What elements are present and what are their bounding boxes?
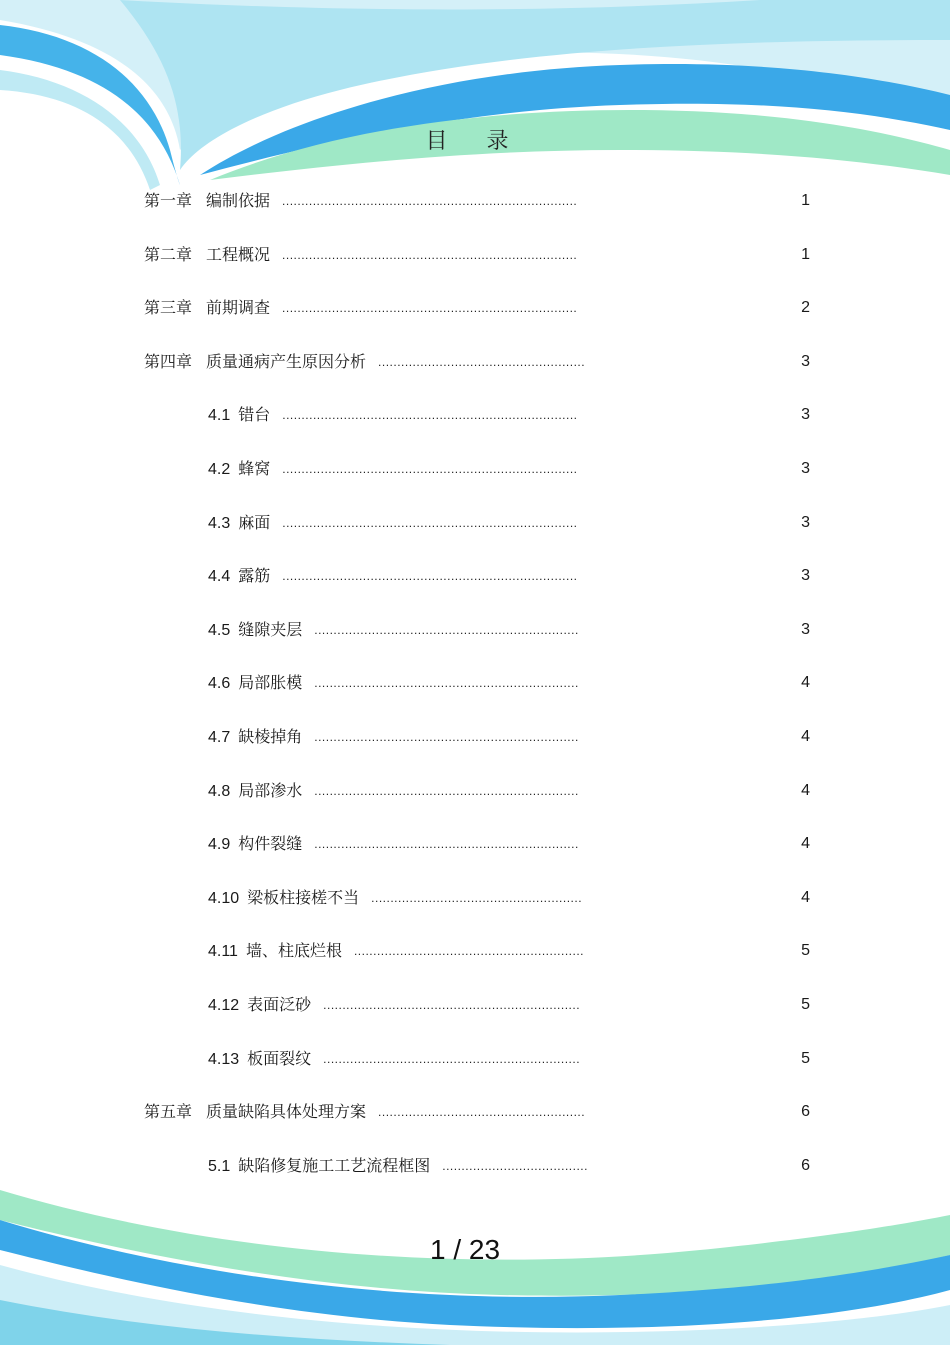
toc-leader-dots: ................................................................... xyxy=(323,1052,581,1066)
toc-leader-dots: ............................................................................. xyxy=(282,462,578,476)
toc-entry-title: 缺陷修复施工工艺流程框图 xyxy=(238,1156,431,1175)
toc-entry[interactable] xyxy=(208,564,578,588)
toc-chapter-label: 第一章 xyxy=(144,191,193,210)
toc-entry[interactable] xyxy=(208,1047,581,1071)
toc-title: 目 录 xyxy=(425,129,525,154)
toc-entry-title: 构件裂缝 xyxy=(238,834,303,853)
toc-entry-title: 错台 xyxy=(238,405,271,424)
toc-leader-dots: ............................................................ xyxy=(353,944,585,958)
toc-entry[interactable] xyxy=(208,725,579,749)
toc-leader-dots: ................................................................... xyxy=(323,998,581,1012)
toc-leader-dots: ...................................................... xyxy=(378,355,586,369)
toc-chapter-label: 第二章 xyxy=(144,245,193,264)
header-wave-decoration xyxy=(0,0,950,200)
toc-section-number: 5.1 xyxy=(208,1158,231,1175)
toc-leader-dots: ....................................................... xyxy=(371,891,583,905)
toc-leader-dots: ............................................................................. xyxy=(282,248,578,262)
toc-entry-title: 局部渗水 xyxy=(238,781,303,800)
toc-leader-dots: ...................................... xyxy=(442,1159,588,1173)
toc-page-number: 2 xyxy=(801,299,810,316)
page-indicator: 1 / 23 xyxy=(429,1234,501,1265)
toc-section-number: 4.4 xyxy=(208,568,231,585)
toc-entry[interactable] xyxy=(144,243,578,267)
toc-entry-title: 梁板柱接槎不当 xyxy=(247,888,360,907)
toc-page-number: 6 xyxy=(801,1103,810,1120)
toc-leader-dots: ..................................................................... xyxy=(314,730,579,744)
toc-page-number: 5 xyxy=(801,1050,810,1067)
toc-page-number: 4 xyxy=(801,782,810,799)
toc-entry-title: 编制依据 xyxy=(206,191,271,210)
toc-section-number: 4.11 xyxy=(208,943,238,960)
toc-page-number: 4 xyxy=(801,728,810,745)
toc-page-number: 4 xyxy=(801,674,810,691)
toc-chapter-label: 第五章 xyxy=(144,1102,193,1121)
toc-page-number: 6 xyxy=(801,1157,810,1174)
toc-entry-title: 蜂窝 xyxy=(238,459,271,478)
toc-entry[interactable] xyxy=(208,993,581,1017)
toc-entry-title: 工程概况 xyxy=(206,245,271,264)
toc-section-number: 4.2 xyxy=(208,461,231,478)
toc-entry[interactable] xyxy=(144,1100,586,1124)
toc-leader-dots: ............................................................................. xyxy=(282,194,578,208)
toc-section-number: 4.8 xyxy=(208,783,231,800)
toc-chapter-label: 第四章 xyxy=(144,352,193,371)
toc-entry[interactable] xyxy=(208,671,579,695)
toc-entry[interactable] xyxy=(208,939,585,963)
toc-page-number: 5 xyxy=(801,942,810,959)
toc-page-number: 1 xyxy=(801,192,810,209)
toc-page-number: 5 xyxy=(801,996,810,1013)
toc-chapter-label: 第三章 xyxy=(144,298,193,317)
toc-section-number: 4.5 xyxy=(208,622,231,639)
toc-section-number: 4.6 xyxy=(208,675,231,692)
toc-entry-title: 板面裂纹 xyxy=(247,1049,312,1068)
toc-entry[interactable] xyxy=(208,457,578,481)
toc-leader-dots: ............................................................................. xyxy=(282,301,578,315)
toc-page-number: 4 xyxy=(801,889,810,906)
toc-page-number: 3 xyxy=(801,621,810,638)
toc-section-number: 4.7 xyxy=(208,729,231,746)
toc-entry-title: 缺棱掉角 xyxy=(238,727,303,746)
toc-entry-title: 麻面 xyxy=(238,513,271,532)
toc-entry-title: 前期调查 xyxy=(206,298,271,317)
toc-leader-dots: ..................................................................... xyxy=(314,837,579,851)
toc-section-number: 4.12 xyxy=(208,997,240,1014)
toc-section-number: 4.1 xyxy=(208,407,231,424)
toc-leader-dots: ............................................................................. xyxy=(282,516,578,530)
toc-entry-title: 缝隙夹层 xyxy=(238,620,303,639)
toc-entry[interactable] xyxy=(208,403,578,427)
toc-entry[interactable] xyxy=(208,1154,588,1178)
toc-page-number: 3 xyxy=(801,567,810,584)
toc-entry[interactable] xyxy=(144,350,586,374)
toc-leader-dots: ............................................................................. xyxy=(282,569,578,583)
toc-page-number: 3 xyxy=(801,406,810,423)
toc-entry-title: 质量缺陷具体处理方案 xyxy=(206,1102,367,1121)
toc-page-number: 4 xyxy=(801,835,810,852)
toc-entry[interactable] xyxy=(144,296,578,320)
toc-entry[interactable] xyxy=(208,779,579,803)
toc-entry[interactable] xyxy=(144,189,578,213)
toc-page-number: 3 xyxy=(801,460,810,477)
toc-entry[interactable] xyxy=(208,832,579,856)
toc-entry[interactable] xyxy=(208,511,578,535)
toc-section-number: 4.3 xyxy=(208,515,231,532)
toc-page-number: 1 xyxy=(801,246,810,263)
toc-entry-title: 露筋 xyxy=(238,566,271,585)
toc-section-number: 4.9 xyxy=(208,836,231,853)
toc-section-number: 4.13 xyxy=(208,1051,240,1068)
toc-leader-dots: ..................................................................... xyxy=(314,784,579,798)
toc-entry-title: 表面泛砂 xyxy=(247,995,312,1014)
toc-leader-dots: ...................................................... xyxy=(378,1105,586,1119)
toc-entry-title: 质量通病产生原因分析 xyxy=(206,352,367,371)
toc-page-number: 3 xyxy=(801,514,810,531)
toc-entry[interactable] xyxy=(208,886,583,910)
toc-leader-dots: ..................................................................... xyxy=(314,676,579,690)
toc-entry[interactable] xyxy=(208,618,579,642)
toc-entry-title: 墙、柱底烂根 xyxy=(245,941,342,960)
toc-leader-dots: ............................................................................. xyxy=(282,408,578,422)
toc-leader-dots: ..................................................................... xyxy=(314,623,579,637)
toc-entry-title: 局部胀模 xyxy=(238,673,303,692)
toc-section-number: 4.10 xyxy=(208,890,240,907)
toc-page-number: 3 xyxy=(801,353,810,370)
